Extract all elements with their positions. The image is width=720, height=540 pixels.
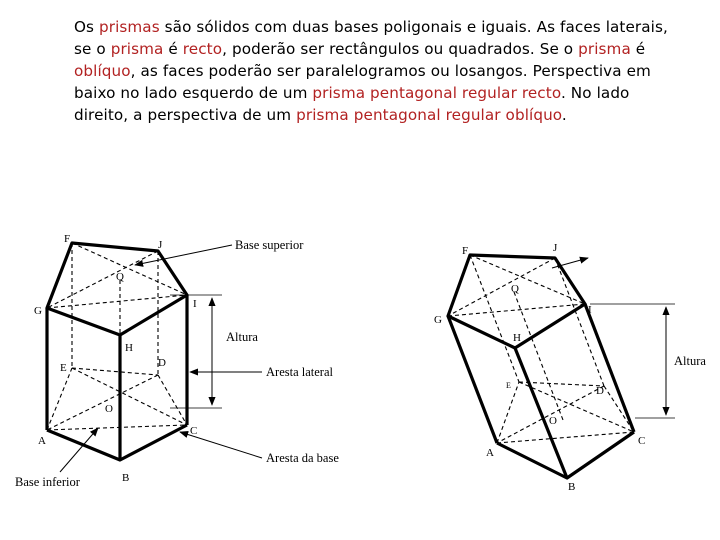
callout-base-inferior: Base inferior [15,475,80,489]
highlighted-term: oblíquo [74,62,131,80]
vertex-label-A-left: A [38,435,46,447]
vertex-label-C-left: C [190,425,198,437]
oblique-prism-diagram [434,242,706,493]
vertex-label-G-right: G [434,314,442,326]
callout-base-superior: Base superior [235,238,304,252]
lateral-edge-IC-right [585,304,634,432]
paragraph-text: são sólidos com duas bases poligonais e iguais. As faces laterais, se o [74,18,668,58]
vertex-label-J-left: J [158,239,163,251]
vertex-label-F-left: F [64,233,71,245]
vertex-label-I-left: I [193,298,197,310]
paragraph-text: , poderão ser rectângulos ou quadrados. Se o [222,40,579,58]
highlighted-term: prisma pentagonal regular recto [312,84,561,102]
vertex-label-E-right: E [506,381,511,390]
vertex-label-A-right: A [486,447,494,459]
bottom-base-visible-left [47,425,187,460]
callout-aresta-base: Aresta da base [266,451,339,465]
vertex-label-D-left: D [158,357,166,369]
vertex-label-D-right: D [596,385,604,397]
callout-altura-right: Altura [674,354,706,368]
highlighted-term: prismas [99,18,160,36]
vertex-label-O-left: O [105,403,113,415]
lateral-edge-HB-right [515,348,567,478]
vertex-label-H-right: H [513,332,521,344]
vertex-label-J-right: J [553,242,558,254]
paragraph-text: é [163,40,183,58]
paragraph-text: , as faces poderão ser paralelogramos ou losangos. Perspectiva em baixo no lado esquerdo de um [74,62,651,102]
vertex-label-Q-left: Q [116,271,124,283]
paragraph-text: Os [74,18,99,36]
vertex-label-I-right: I [588,304,592,316]
vertex-label-C-right: C [638,435,646,447]
paragraph-text: . No lado direito, a perspectiva de um [74,84,630,124]
vertex-label-G-left: G [34,305,42,317]
vertex-label-E-left: E [60,362,67,374]
highlighted-term: prisma pentagonal regular oblíquo [296,106,562,124]
paragraph-text: é [630,40,646,58]
vertex-label-B-left: B [122,472,130,484]
vertex-label-H-left: H [125,342,133,354]
right-prism-diagram [15,233,339,489]
vertex-label-O-right: O [549,415,557,427]
top-base-left [47,243,187,335]
highlighted-term: prisma [578,40,631,58]
vertex-label-Q-right: Q [511,283,519,295]
callout-aresta-lateral: Aresta lateral [266,365,333,379]
vertex-label-B-right: B [568,481,576,493]
callout-altura-left: Altura [226,330,258,344]
highlighted-term: prisma [110,40,164,58]
paragraph-text: . [561,106,567,124]
vertex-label-F-right: F [462,245,469,257]
highlighted-term: recto [182,40,223,58]
